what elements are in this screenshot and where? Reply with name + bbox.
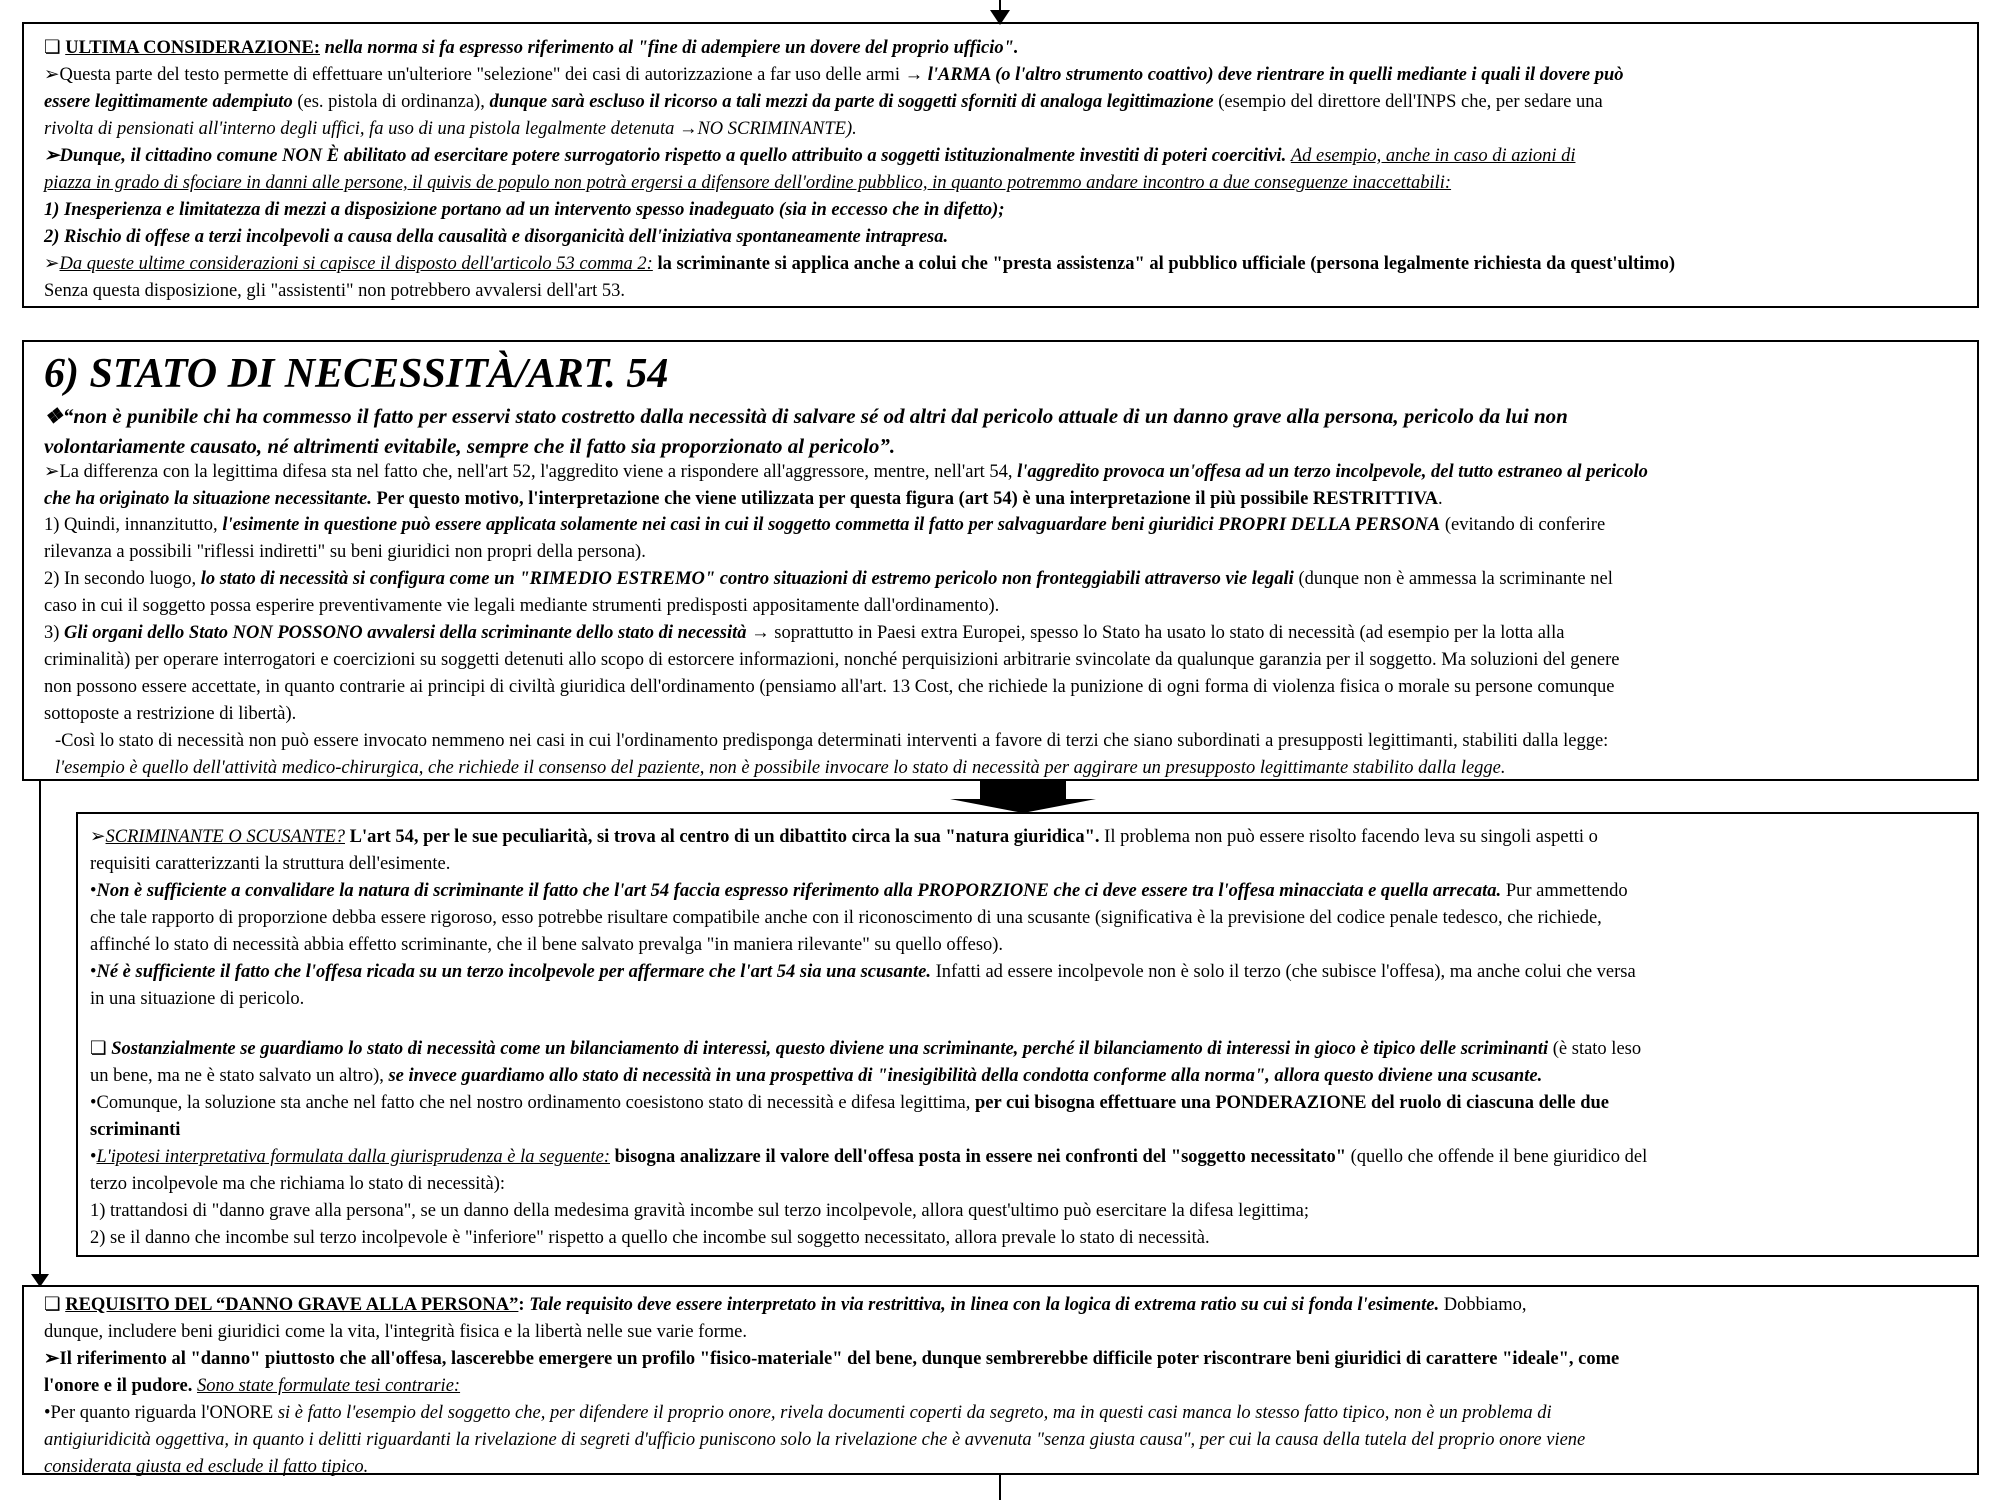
- box-c-line-4: [90, 909, 1602, 928]
- box-b-line-7: [44, 624, 1564, 643]
- text-run: :: [518, 1295, 530, 1315]
- box-b-line-4: [44, 543, 646, 562]
- text-run: Per questo motivo, l'interpretazione che viene utilizzata per questa figura (art 54) è una interpretazione il più possibile RESTRITTIVA: [371, 489, 1439, 509]
- text-run: rivolta di pensionati all'interno degli uffici, fa uso di una pistola legalmente detenuta →NO SCRIMINANTE).: [44, 119, 857, 139]
- text-run: ULTIMA CONSIDERAZIONE:: [65, 38, 320, 58]
- text-run: Infatti ad essere incolpevole non è solo il terzo (che subisce l'offesa), ma anche colui che versa: [931, 962, 1636, 982]
- box-d-line-2: [44, 1323, 747, 1342]
- text-run: lo stato di necessità si configura come un "RIMEDIO ESTREMO" contro situazioni di estremo pericolo non fronteggiabili attraverso vie legali: [200, 569, 1294, 589]
- text-run: 1) Quindi, innanzitutto,: [44, 515, 223, 535]
- text-run: SCRIMINANTE O SCUSANTE?: [105, 827, 345, 847]
- text-run: terzo incolpevole ma che richiama lo stato di necessità):: [90, 1174, 506, 1194]
- text-run: la scriminante si applica anche a colui che "presta assistenza" al pubblico ufficiale (persona legalmente richiesta da quest'ultimo): [657, 254, 1676, 274]
- box-d-line-5: [44, 1404, 1552, 1423]
- text-run: che ha originato la situazione necessitante.: [44, 489, 372, 509]
- text-run: •: [90, 962, 97, 982]
- box-a-line-4: [44, 120, 857, 139]
- text-run: l'ARMA (o l'altro strumento coattivo) deve rientrare in quelli mediante i quali il dovere può: [927, 65, 1624, 85]
- text-run: scriminanti: [90, 1120, 181, 1140]
- text-run: (evitando di conferire: [1440, 515, 1606, 535]
- text-run: Sono state formulate tesi contrarie:: [196, 1376, 461, 1396]
- text-run: → soprattutto in Paesi extra Europei, spesso lo Stato ha usato lo stato di necessità (ad esempio per la lotta alla: [746, 623, 1565, 643]
- text-run: per cui bisogna effettuare una PONDERAZIONE del ruolo di ciascuna delle due: [974, 1093, 1609, 1113]
- text-run: 1) Inesperienza e limitatezza di mezzi a disposizione portano ad un intervento spesso inadeguato (sia in eccesso che in difetto);: [44, 200, 1005, 220]
- box-b-line-3: [44, 516, 1605, 535]
- box-c-line-12: [90, 1148, 1647, 1167]
- box-b-line-5: [44, 570, 1613, 589]
- box-c-line-5: [90, 936, 1003, 955]
- text-run: ❏: [44, 1295, 66, 1315]
- box-c-line-2: [90, 855, 450, 874]
- text-run: 2) In secondo luogo,: [44, 569, 201, 589]
- text-run: 3): [44, 623, 65, 643]
- text-run: -Così lo stato di necessità non può essere invocato nemmeno nei casi in cui l'ordinamento predisponga determinati interventi a favore di terzi che siano subordinati a presupposti legittimanti, stabiliti dalla legge:: [55, 731, 1609, 751]
- text-run: •: [90, 881, 97, 901]
- text-run: essere legittimamente adempiuto: [44, 92, 293, 112]
- text-run: L'art 54, per le sue peculiarità, si trova al centro di un dibattito circa la sua "natura giuridica".: [345, 827, 1100, 847]
- text-run: Senza questa disposizione, gli "assistenti" non potrebbero avvalersi dell'art 53.: [44, 281, 626, 301]
- text-run: sottoposte a restrizione di libertà).: [44, 704, 297, 724]
- text-run: ➢Questa parte del testo permette di effettuare un'ulteriore "selezione" dei casi di autorizzazione a far uso delle armi →: [44, 65, 928, 85]
- text-run: che tale rapporto di proporzione debba essere rigoroso, esso potrebbe risultare compatibile anche con il riconoscimento di una scusante (significativa è la previsione del codice penale tedesco, che richiede,: [90, 908, 1602, 928]
- bottom-connector-line: [999, 1475, 1001, 1500]
- text-run: Dobbiamo,: [1439, 1295, 1527, 1315]
- box-a-line-7: [44, 201, 1004, 220]
- box-b-line-9: [44, 678, 1614, 697]
- text-run: •Comunque, la soluzione sta anche nel fatto che nel nostro ordinamento coesistono stato di necessità e difesa legittima,: [90, 1093, 975, 1113]
- left-connector-line: [39, 781, 41, 1283]
- article-quote-line-1: ❖“non è punibile chi ha commesso il fatto per esservi stato costretto dalla necessità di salvare sé od altri dal pericolo attuale di un danno grave alla persona, pericolo da lui non: [44, 404, 1568, 428]
- box-d-line-3: [44, 1350, 1619, 1369]
- text-run: Il problema non può essere risolto facendo leva su singoli aspetti o: [1099, 827, 1598, 847]
- text-run: Pur ammettendo: [1501, 881, 1628, 901]
- box-c-line-3: [90, 882, 1628, 901]
- box-c-line-11: [90, 1121, 180, 1140]
- box-c-line-8: [90, 1040, 1641, 1059]
- box-a-line-10: [44, 282, 625, 301]
- text-run: requisiti caratterizzanti la struttura dell'esimente.: [90, 854, 451, 874]
- text-run: dunque sarà escluso il ricorso a tali mezzi da parte di soggetti sforniti di analoga legittimazione: [489, 92, 1214, 112]
- box-b-line-12: [55, 759, 1506, 778]
- text-run: ➢: [90, 827, 106, 847]
- box-c-line-7: [90, 990, 304, 1009]
- box-b-line-6: [44, 597, 999, 616]
- text-run: l'esimente in questione può essere applicata solamente nei casi in cui il soggetto commetta il fatto per salvaguardare beni giuridici PROPRI DELLA PERSONA: [222, 515, 1441, 535]
- text-run: L'ipotesi interpretativa formulata dalla giurisprudenza è la seguente:: [96, 1147, 611, 1167]
- text-run: piazza in grado di sfociare in danni alle persone, il quivis de populo non potrà ergersi a difensore dell'ordine pubblico, in quanto potremmo andare incontro a due conseguenze inaccettabili:: [44, 173, 1452, 193]
- article-quote-line-2: volontariamente causato, né altrimenti evitabile, sempre che il fatto sia proporzionato al pericolo”.: [44, 434, 896, 458]
- box-b-line-10: [44, 705, 296, 724]
- text-run: Da queste ultime considerazioni si capisce il disposto dell'articolo 53 comma 2:: [59, 254, 653, 274]
- text-run: un bene, ma ne è stato salvato un altro),: [90, 1066, 389, 1086]
- box-a-line-9: [44, 255, 1675, 274]
- text-run: bisogna analizzare il valore dell'offesa posta in essere nei confronti del "soggetto necessitato": [614, 1147, 1346, 1167]
- center-down-arrow-icon: [950, 781, 1096, 813]
- box-a-line-6: [44, 174, 1451, 193]
- box-c-line-1: [90, 828, 1598, 847]
- box-c-line-13: [90, 1175, 505, 1194]
- box-d-line-4: [44, 1377, 460, 1396]
- text-run: Tale requisito deve essere interpretato in via restrittiva, in linea con la logica di extrema ratio su cui si fonda l'esimente.: [529, 1295, 1440, 1315]
- text-run: nella norma si fa espresso riferimento al "fine di adempiere un dovere del proprio ufficio".: [320, 38, 1019, 58]
- box-d-line-1: [44, 1296, 1526, 1315]
- text-run: ➢Il riferimento al "danno" piuttosto che all'offesa, lascerebbe emergere un profilo "fisico-materiale" del bene, dunque sembrerebbe difficile poter riscontrare beni giuridici di carattere "ideale", come: [44, 1349, 1620, 1369]
- text-run: (è stato leso: [1548, 1039, 1642, 1059]
- box-b-line-1: [44, 463, 1648, 482]
- text-run: 2) Rischio di offese a terzi incolpevoli a causa della causalità e disorganicità dell'iniziativa spontaneamente intrapresa.: [44, 227, 949, 247]
- text-run: l'aggredito provoca un'offesa ad un terzo incolpevole, del tutto estraneo al pericolo: [1017, 462, 1648, 482]
- text-run: Ad esempio, anche in caso di azioni di: [1290, 146, 1576, 166]
- box-a-line-8: [44, 228, 948, 247]
- text-run: dunque, includere beni giuridici come la vita, l'integrità fisica e la libertà nelle sue varie forme.: [44, 1322, 747, 1342]
- text-run: ➢Dunque, il cittadino comune NON È abilitato ad esercitare potere surrogatorio rispetto a quello attribuito a soggetti istituzionalmente investiti di poteri coercitivi.: [44, 146, 1287, 166]
- text-run: ➢: [44, 254, 60, 274]
- text-run: in una situazione di pericolo.: [90, 989, 305, 1009]
- box-c-line-6: [90, 963, 1636, 982]
- text-run: 2) se il danno che incombe sul terzo incolpevole è "inferiore" rispetto a quello che incombe sul soggetto necessitato, allora prevale lo stato di necessità.: [90, 1228, 1210, 1248]
- text-run: 1) trattandosi di "danno grave alla persona", se un danno della medesima gravità incombe sul terzo incolpevole, allora quest'ultimo può esercitare la difesa legittima;: [90, 1201, 1309, 1221]
- box-a-line-5: [44, 147, 1575, 166]
- text-run: REQUISITO DEL “DANNO GRAVE ALLA PERSONA”: [65, 1295, 519, 1315]
- text-run: criminalità) per operare interrogatori e coercizioni su soggetti detenuti allo scopo di estorcere informazioni, nonché perquisizioni arbitrarie svincolate da qualunque garanzia per il soggetto. Ma soluzioni del genere: [44, 650, 1620, 670]
- text-run: •: [90, 1147, 97, 1167]
- box-b-line-8: [44, 651, 1620, 670]
- text-run: ❏: [90, 1039, 112, 1059]
- text-run: se invece guardiamo allo stato di necessità in una prospettiva di "inesigibilità della condotta conforme alla norma", allora questo diviene una scusante.: [388, 1066, 1543, 1086]
- box-b-line-2: [44, 490, 1443, 509]
- section-title: 6) STATO DI NECESSITÀ/ART. 54: [44, 351, 669, 397]
- text-run: ➢La differenza con la legittima difesa sta nel fatto che, nell'art 52, l'aggredito viene a rispondere all'aggressore, mentre, nell'art 54,: [44, 462, 1018, 482]
- text-run: affinché lo stato di necessità abbia effetto scriminante, che il bene salvato prevalga "in maniera rilevante" su quello offeso).: [90, 935, 1004, 955]
- box-a-line-3: [44, 93, 1603, 112]
- text-run: non possono essere accettate, in quanto contrarie ai principi di civiltà giuridica dell'ordinamento (pensiamo all'art. 13 Cost, che richiede la punizione di ogni forma di violenza fisica o morale su persone comunque: [44, 677, 1615, 697]
- box-a-line-2: [44, 66, 1624, 85]
- text-run: (dunque non è ammessa la scriminante nel: [1293, 569, 1613, 589]
- text-run: considerata giusta ed esclude il fatto tipico.: [44, 1457, 369, 1477]
- box-a-line-1: [44, 39, 1019, 58]
- box-d-line-6: [44, 1431, 1585, 1450]
- text-run: (esempio del direttore dell'INPS che, per sedare una: [1213, 92, 1603, 112]
- box-d-line-7: [44, 1458, 368, 1477]
- text-run: Sostanzialmente se guardiamo lo stato di necessità come un bilanciamento di interessi, questo diviene una scriminante, perché il bilanciamento di interessi in gioco è tipico delle scriminanti: [111, 1039, 1549, 1059]
- text-run: l'esempio è quello dell'attività medico-chirurgica, che richiede il consenso del paziente, non è possibile invocare lo stato di necessità per aggirare un presupposto legittimante stabilito dalla legge.: [55, 758, 1506, 778]
- text-run: •Per quanto riguarda l'ONORE: [44, 1403, 278, 1423]
- text-run: (quello che offende il bene giuridico del: [1346, 1147, 1648, 1167]
- box-c-line-10: [90, 1094, 1609, 1113]
- box-c-line-15: [90, 1229, 1210, 1248]
- text-run: l'onore e il pudore.: [44, 1376, 193, 1396]
- text-run: si è fatto l'esempio del soggetto che, per difendere il proprio onore, rivela documenti coperti da segreto, ma in questi casi manca lo stesso fatto tipico, non è un problema di: [277, 1403, 1552, 1423]
- text-run: rilevanza a possibili "riflessi indiretti" su beni giuridici non propri della persona).: [44, 542, 646, 562]
- text-run: ❏: [44, 38, 66, 58]
- text-run: Gli organi dello Stato NON POSSONO avvalersi della scriminante dello stato di necessità: [64, 623, 747, 643]
- box-c-line-14: [90, 1202, 1309, 1221]
- text-run: caso in cui il soggetto possa esperire preventivamente vie legali mediante strumenti predisposti appositamente dall'ordinamento).: [44, 596, 1000, 616]
- text-run: .: [1438, 489, 1443, 509]
- box-b-line-11: [55, 732, 1608, 751]
- text-run: Non è sufficiente a convalidare la natura di scriminante il fatto che l'art 54 faccia espresso riferimento alla PROPORZIONE che ci deve essere tra l'offesa minacciata e quella arrecata.: [96, 881, 1502, 901]
- text-run: (es. pistola di ordinanza),: [292, 92, 490, 112]
- text-run: antigiuridicità oggettiva, in quanto i delitti riguardanti la rivelazione di segreti d'ufficio puniscono solo la rivelazione che è avvenuta "senza giusta causa", per cui la causa della tutela del proprio onore viene: [44, 1430, 1586, 1450]
- text-run: Né è sufficiente il fatto che l'offesa ricada su un terzo incolpevole per affermare che l'art 54 sia una scusante.: [96, 962, 932, 982]
- box-c-line-9: [90, 1067, 1542, 1086]
